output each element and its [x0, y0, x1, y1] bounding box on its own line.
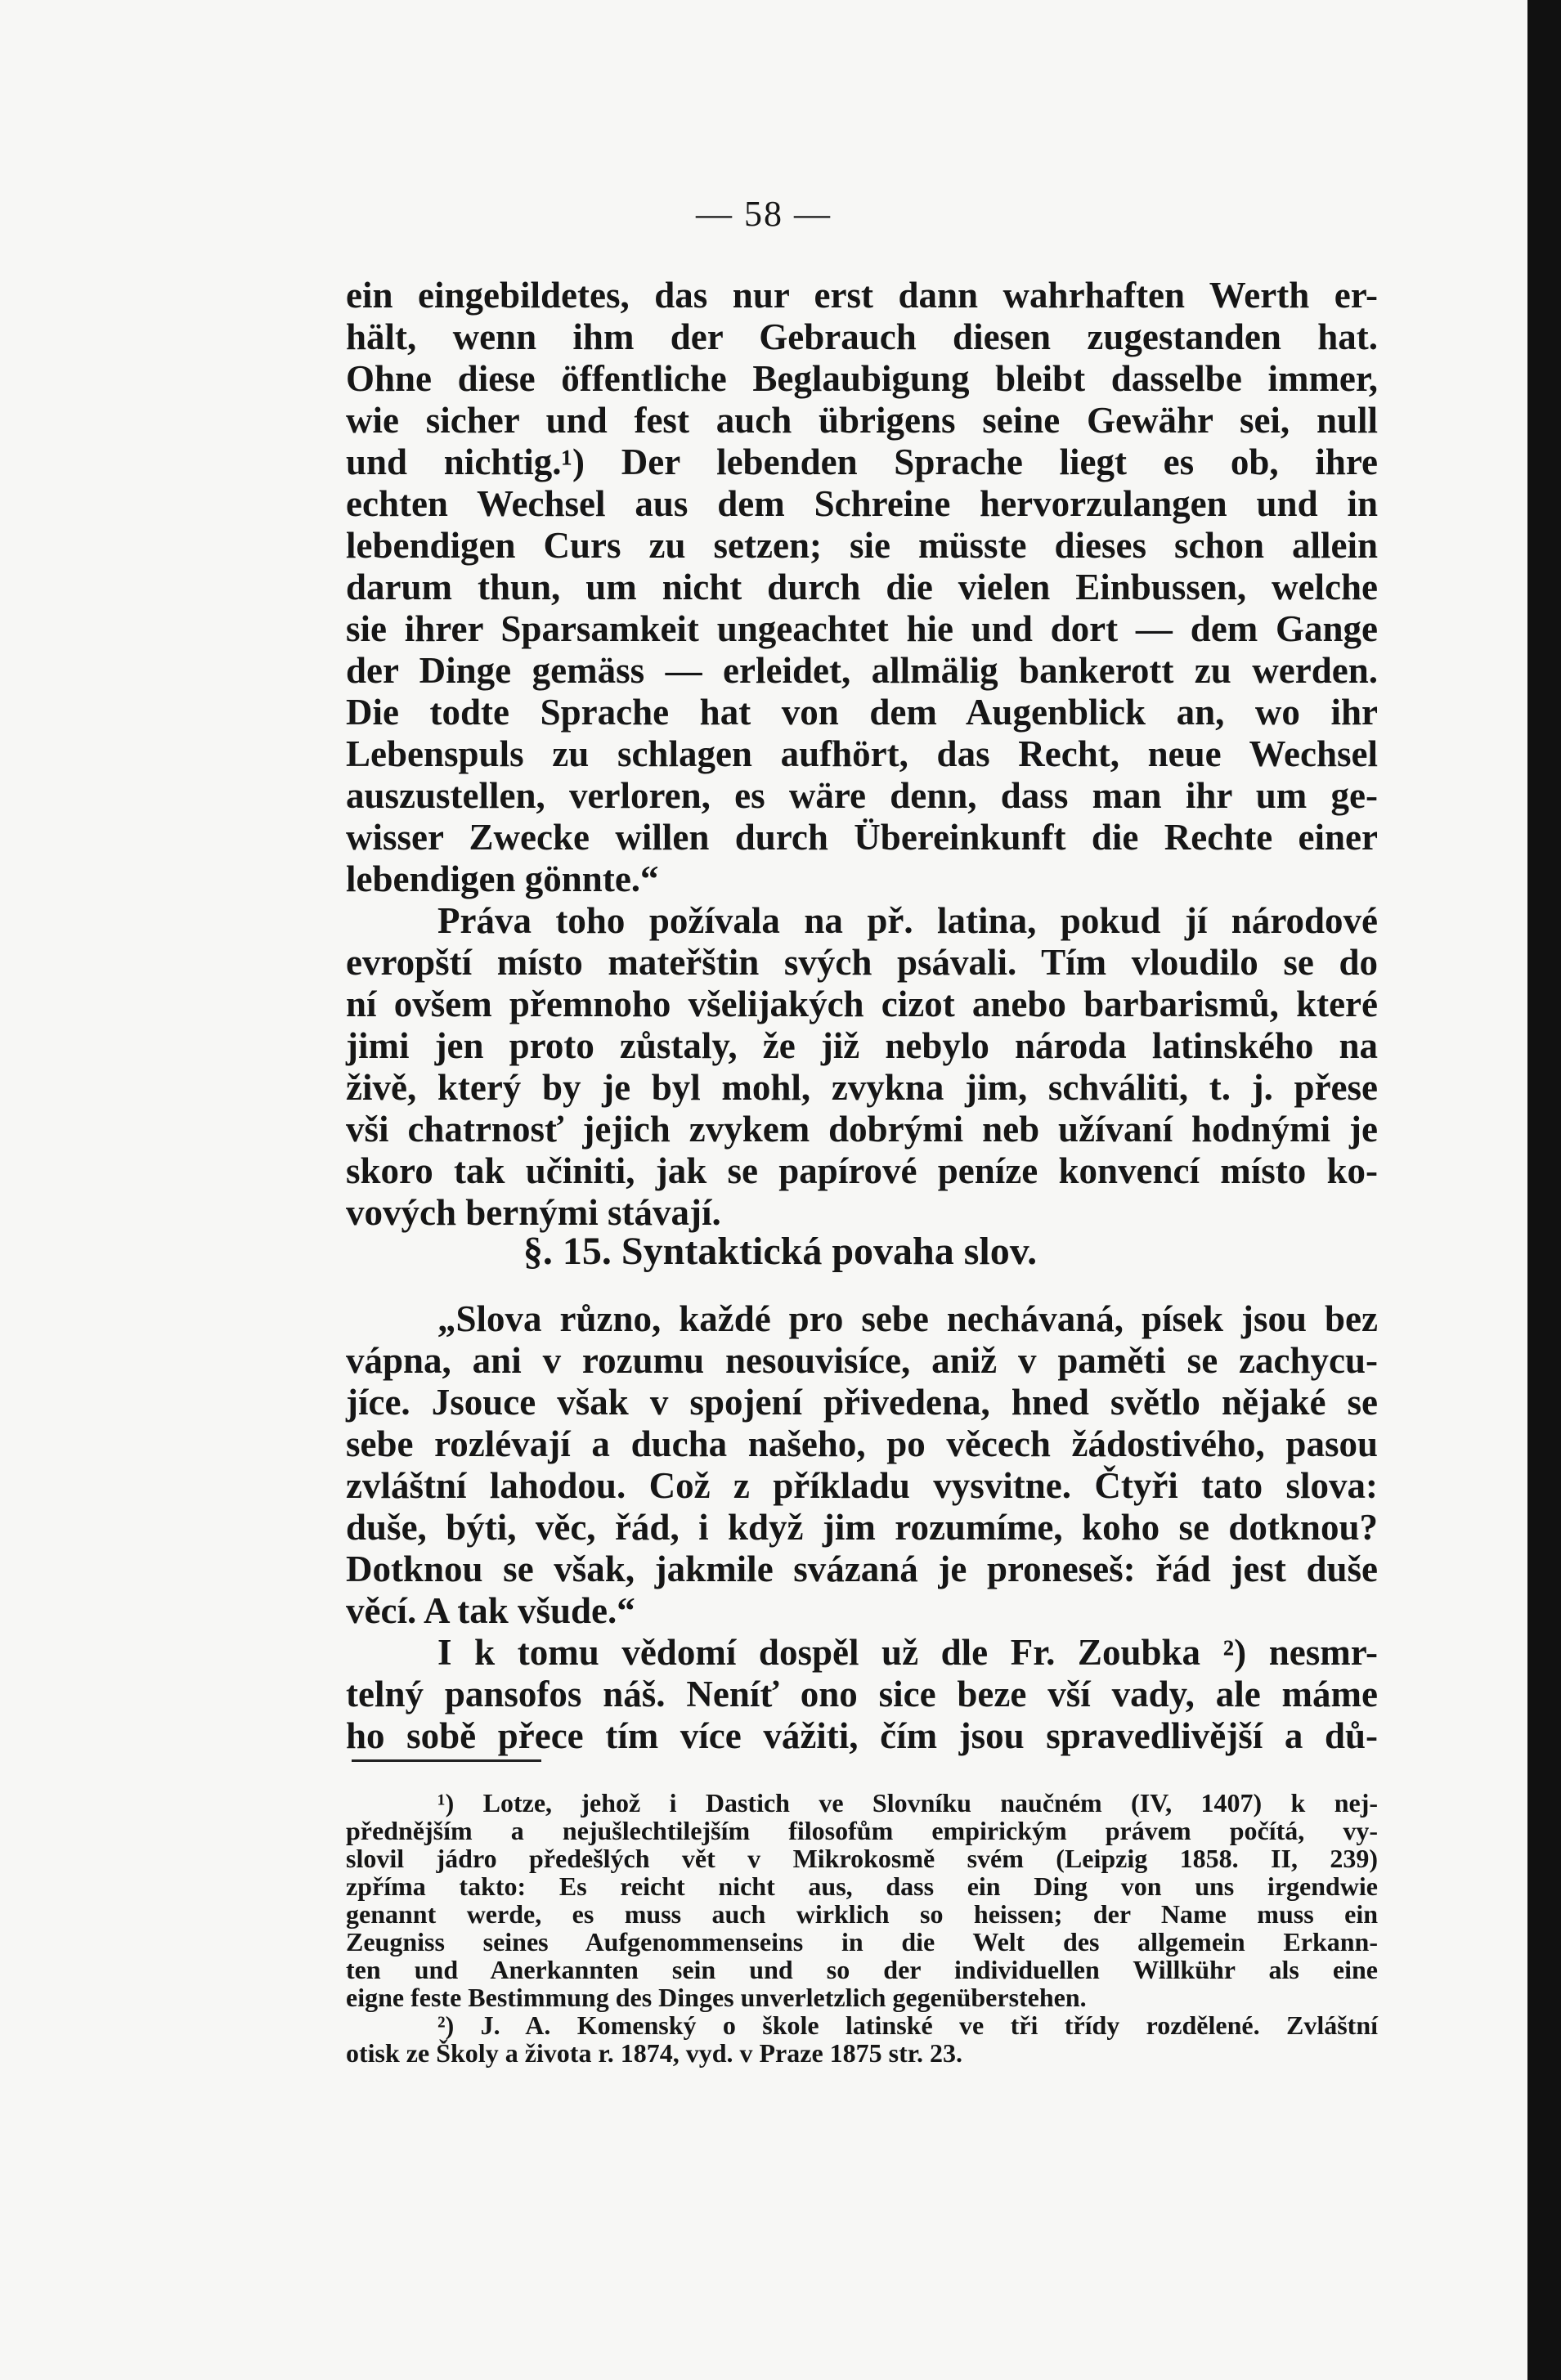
- text-line: evropští místo mateřštin svých psávali. Tím vloudilo se do: [346, 942, 1378, 983]
- text-line: Dotknou se však, jakmile svázaná je proneseš: řád jest duše: [346, 1549, 1378, 1589]
- footnote-line: genannt werde, es muss auch wirklich so heissen; der Name muss ein: [346, 1899, 1378, 1929]
- text-line: I k tomu vědomí dospěl už dle Fr. Zoubka ²) nesmr-: [437, 1632, 1378, 1673]
- footnote-line: Zeugniss seines Aufgenommenseins in die Welt des allgemein Erkann-: [346, 1927, 1378, 1956]
- text-line: und nichtig.¹) Der lebenden Sprache liegt es ob, ihre: [346, 441, 1378, 482]
- text-line: echten Wechsel aus dem Schreine hervorzulangen und in: [346, 483, 1378, 524]
- text-line: jíce. Jsouce však v spojení přivedena, hned světlo nějaké se: [346, 1382, 1378, 1423]
- footnote-divider: [352, 1759, 541, 1762]
- text-line: Práva toho požívala na př. latina, pokud jí národové: [437, 900, 1378, 941]
- footnote-line: přednějším a nejušlechtilejším filosofům empirickým právem počítá, vy-: [346, 1816, 1378, 1845]
- text-line: jimi jen proto zůstaly, že již nebylo národa latinského na: [346, 1025, 1378, 1066]
- text-line: lebendigen gönnte.“: [346, 858, 659, 899]
- text-line: Die todte Sprache hat von dem Augenblick an, wo ihr: [346, 692, 1378, 733]
- text-line: vši chatrnosť jejich zvykem dobrými neb užívaní hodnými je: [346, 1109, 1378, 1150]
- text-line: telný pansofos náš. Neníť ono sice beze vší vady, ale máme: [346, 1674, 1378, 1714]
- text-line: sebe rozlévají a ducha našeho, po věcech žádostivého, pasou: [346, 1423, 1378, 1464]
- text-line: Ohne diese öffentliche Beglaubigung bleibt dasselbe immer,: [346, 358, 1378, 399]
- text-line: vápna, ani v rozumu nesouvisíce, aniž v paměti se zachycu-: [346, 1340, 1378, 1381]
- body-text-upper: [346, 275, 1378, 1234]
- footnote-line: ²) J. A. Komenský o škole latinské ve tři třídy rozdělené. Zvláštní: [437, 2010, 1378, 2040]
- scan-border: [1527, 0, 1561, 2380]
- text-line: sie ihrer Sparsamkeit ungeachtet hie und dort — dem Gange: [346, 608, 1378, 649]
- text-line: der Dinge gemäss — erleidet, allmälig bankerott zu werden.: [346, 650, 1378, 691]
- text-line: lebendigen Curs zu setzen; sie müsste dieses schon allein: [346, 525, 1378, 566]
- footnote-line: slovil jádro předešlých vět v Mikrokosmě svém (Leipzig 1858. II, 239): [346, 1844, 1378, 1873]
- section-heading: §. 15. Syntaktická povaha slov.: [523, 1230, 1038, 1273]
- footnote-line: otisk ze Školy a života r. 1874, vyd. v Praze 1875 str. 23.: [346, 2038, 963, 2068]
- text-line: ein eingebildetes, das nur erst dann wahrhaften Werth er-: [346, 275, 1378, 316]
- text-line: vových bernými stávají.: [346, 1192, 721, 1233]
- text-line: auszustellen, verloren, es wäre denn, dass man ihr um ge-: [346, 775, 1378, 816]
- text-line: duše, býti, věc, řád, i když jim rozumíme, koho se dotknou?: [346, 1507, 1378, 1548]
- text-line: věcí. A tak všude.“: [346, 1590, 635, 1631]
- footnotes: [346, 1789, 1378, 2067]
- text-line: živě, který by je byl mohl, zvykna jim, schváliti, t. j. přese: [346, 1067, 1378, 1108]
- text-line: „Slova různo, každé pro sebe nechávaná, písek jsou bez: [437, 1298, 1378, 1339]
- text-line: darum thun, um nicht durch die vielen Einbussen, welche: [346, 567, 1378, 607]
- footnote-line: ten und Anerkannten sein und so der individuellen Willkühr als eine: [346, 1955, 1378, 1984]
- text-line: wisser Zwecke willen durch Übereinkunft die Rechte einer: [346, 817, 1378, 858]
- text-line: ho sobě přece tím více vážiti, čím jsou spravedlivější a dů-: [346, 1715, 1378, 1756]
- text-line: zvláštní lahodou. Což z příkladu vysvitne. Čtyři tato slova:: [346, 1465, 1378, 1506]
- text-line: Lebenspuls zu schlagen aufhört, das Recht, neue Wechsel: [346, 733, 1378, 774]
- text-line: ní ovšem přemnoho všelijakých cizot anebo barbarismů, které: [346, 984, 1378, 1024]
- body-text-lower: [346, 1298, 1378, 1757]
- text-line: wie sicher und fest auch übrigens seine Gewähr sei, null: [346, 400, 1378, 441]
- page-number: — 58 —: [696, 194, 832, 234]
- footnote-line: ¹) Lotze, jehož i Dastich ve Slovníku naučném (IV, 1407) k nej-: [437, 1788, 1378, 1817]
- footnote-line: eigne feste Bestimmung des Dinges unverletzlich gegenüberstehen.: [346, 1983, 1087, 2012]
- text-line: hält, wenn ihm der Gebrauch diesen zugestanden hat.: [346, 316, 1378, 357]
- footnote-line: zpříma takto: Es reicht nicht aus, dass ein Ding von uns irgendwie: [346, 1871, 1378, 1901]
- text-line: skoro tak učiniti, jak se papírové peníze konvencí místo ko-: [346, 1150, 1378, 1191]
